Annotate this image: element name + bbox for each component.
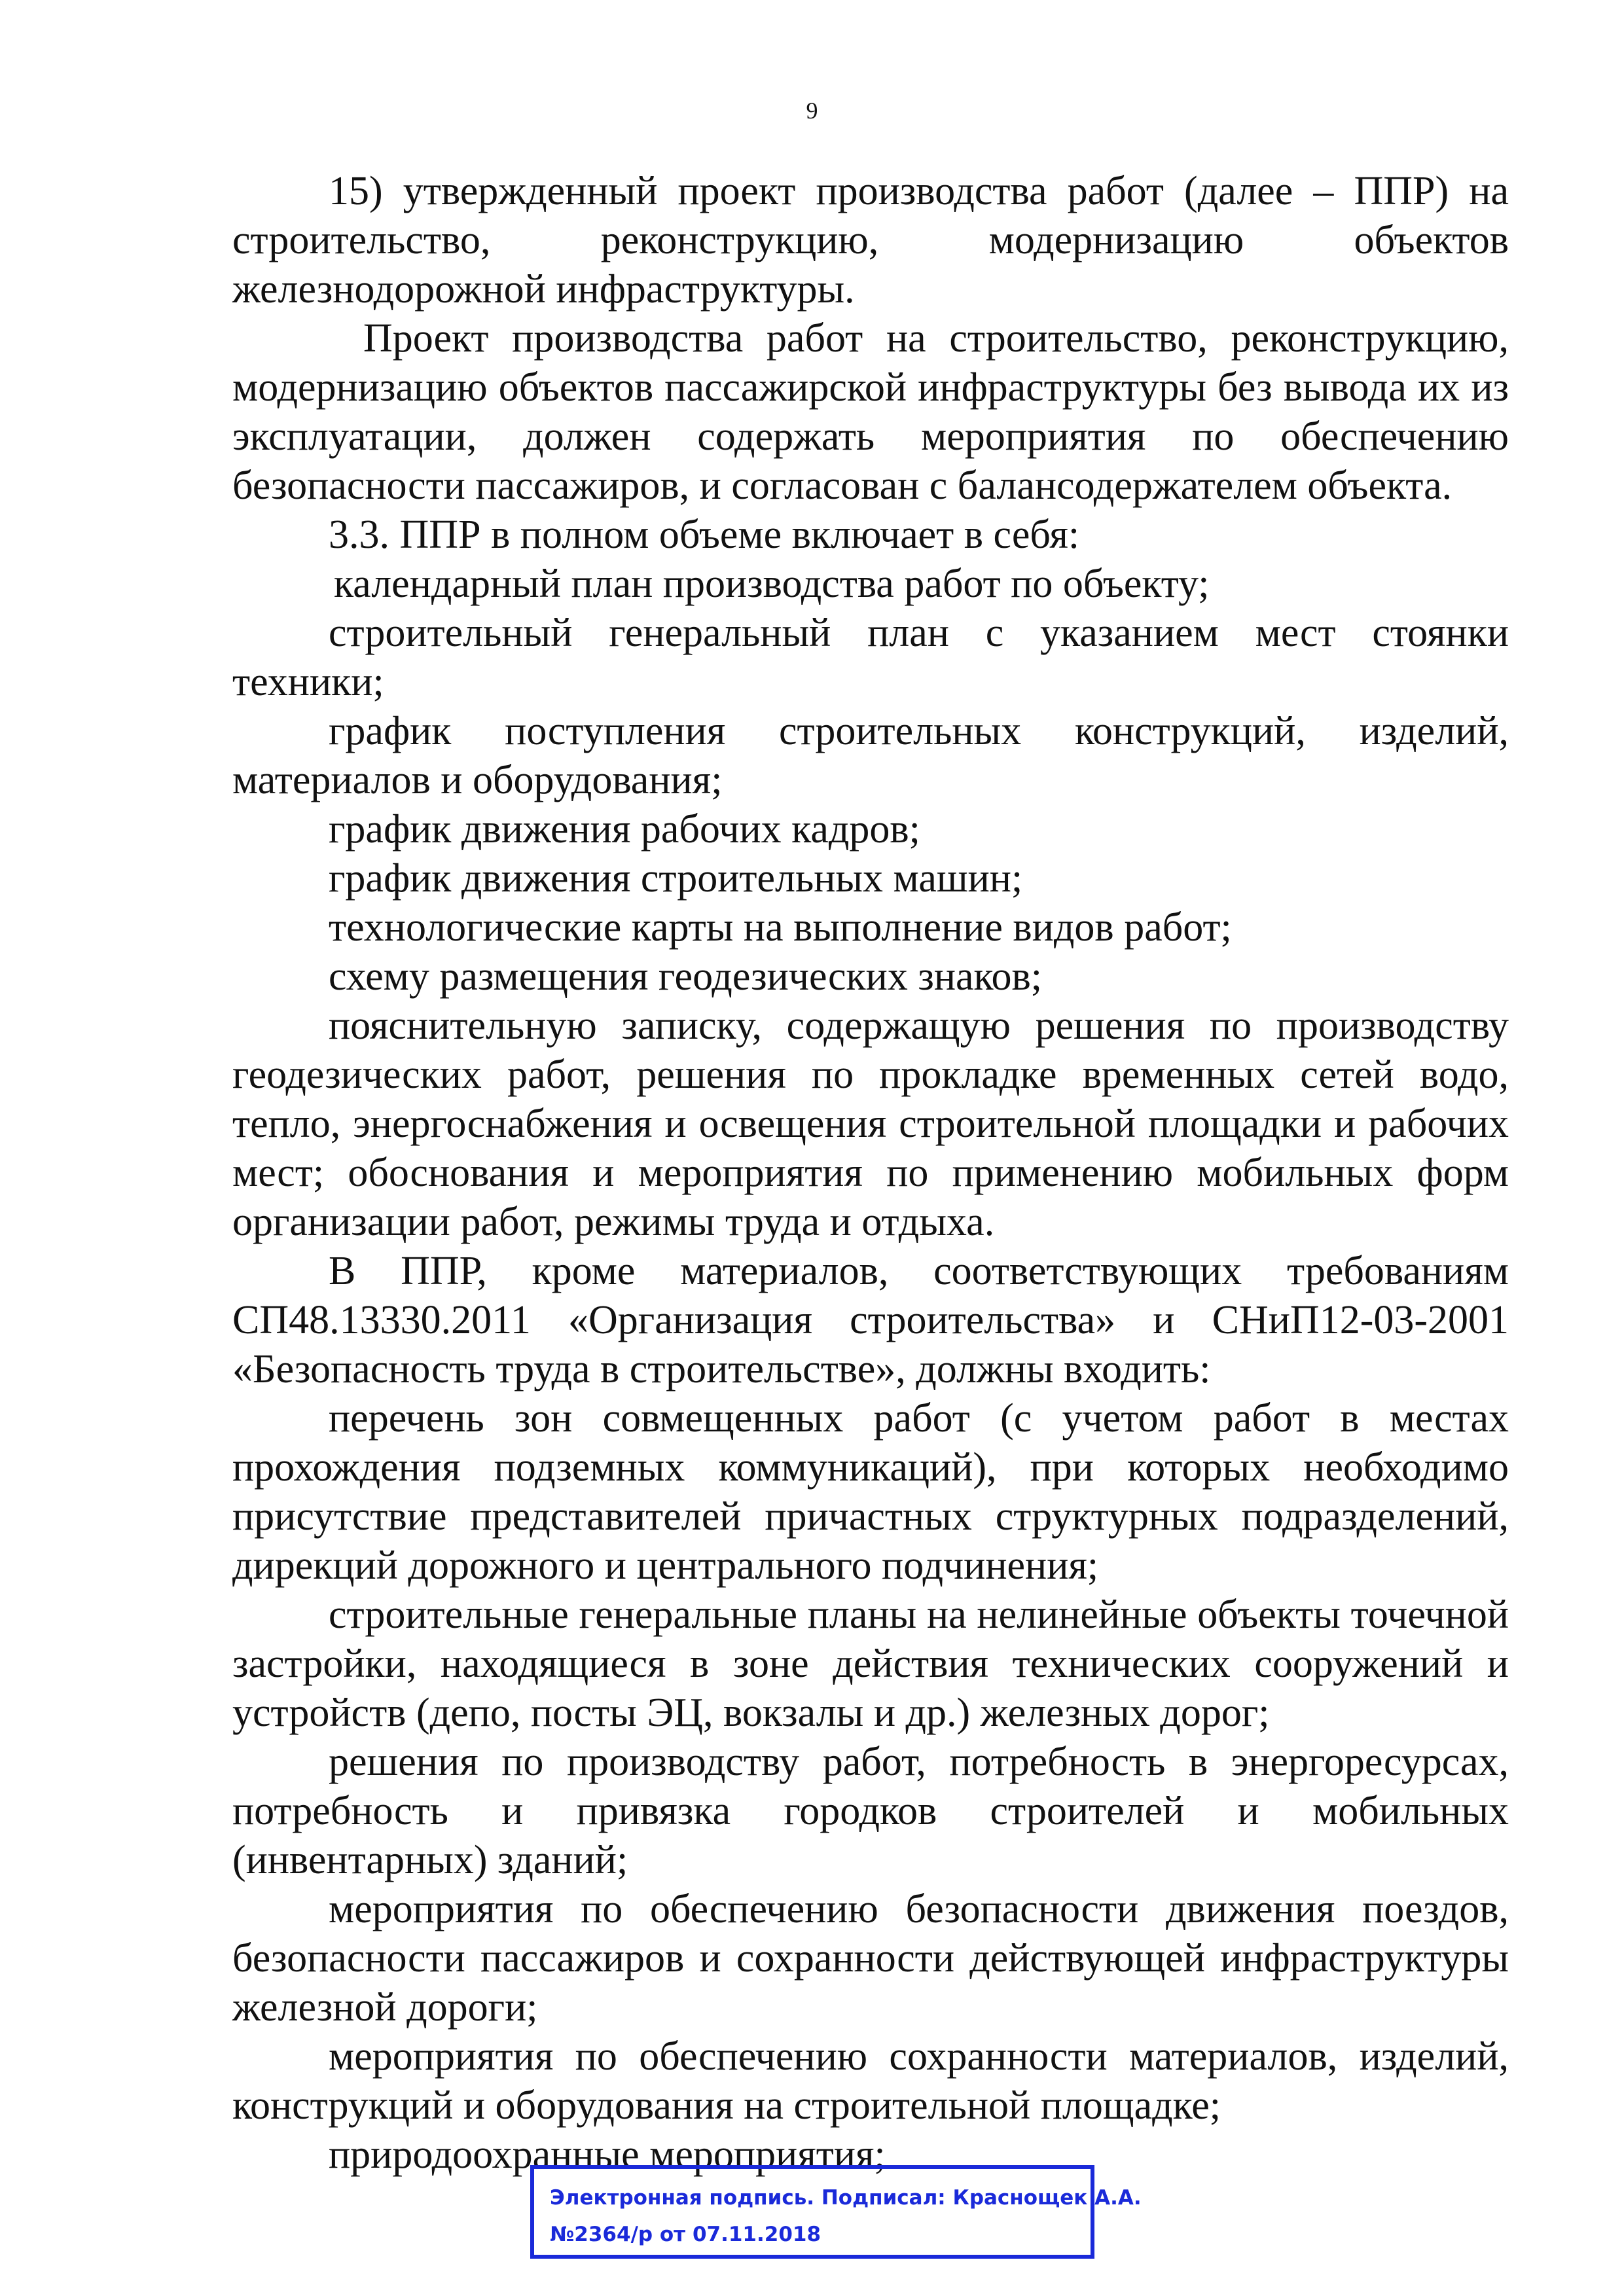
paragraph-ppr-passenger: Проект производства работ на строительство, реконструкцию, модернизацию объектов пассажирской инфраструктуры без вывода их из эксплуатации, должен содержать мероприятия по обеспечению безопасности пассажиров, и согласован с балансодержателем объекта. — [232, 316, 1509, 508]
list-item: перечень зон совмещенных работ (с учетом работ в местах прохождения подземных коммуникаций), при которых необходимо присутствие представителей причастных структурных подразделений, дирекций дорожного и центрального подчинения; — [232, 1396, 1509, 1588]
list-item: решения по производству работ, потребность в энергоресурсах, потребность и привязка городков строителей и мобильных (инвентарных) зданий; — [232, 1740, 1509, 1882]
list-item: технологические карты на выполнение видов работ; — [329, 905, 1232, 950]
paragraph-ppr-requirements: В ППР, кроме материалов, соответствующих требованиям СП48.13330.2011 «Организация строительства» и СНиП12-03-2001 «Безопасность труда в строительстве», должны входить: — [232, 1249, 1509, 1391]
signature-document-number: №2364/р от 07.11.2018 — [550, 2223, 821, 2246]
list-item: график движения строительных машин; — [329, 856, 1023, 901]
document-body — [232, 167, 1509, 2179]
paragraph-section-3-3: 3.3. ППР в полном объеме включает в себя: — [329, 512, 1080, 557]
list-item: календарный план производства работ по объекту; — [334, 562, 1210, 606]
list-item: график движения рабочих кадров; — [329, 807, 920, 852]
list-item: пояснительную записку, содержащую решения по производству геодезических работ, решения по прокладке временных сетей водо, тепло, энергоснабжения и освещения строительной площадки и рабочих мест; обоснования и мероприятия по применению мобильных форм организации работ, режимы труда и отдыха. — [232, 1003, 1509, 1244]
list-item: схему размещения геодезических знаков; — [329, 954, 1042, 999]
list-item: строительный генеральный план с указанием мест стоянки техники; — [232, 611, 1509, 704]
paragraph-item-15: 15) утвержденный проект производства работ (далее – ППР) на строительство, реконструкцию, модернизацию объектов железнодорожной инфраструктуры. — [232, 169, 1509, 312]
list-item: мероприятия по обеспечению безопасности движения поездов, безопасности пассажиров и сохранности действующей инфраструктуры железной дороги; — [232, 1887, 1509, 2030]
electronic-signature-stamp — [530, 2165, 1142, 2259]
list-item: график поступления строительных конструкций, изделий, материалов и оборудования; — [232, 709, 1509, 802]
list-item: природоохранные мероприятия; — [329, 2132, 886, 2177]
signature-signer: Электронная подпись. Подписал: Краснощек А.А. — [550, 2186, 1142, 2210]
list-item: строительные генеральные планы на нелинейные объекты точечной застройки, находящиеся в зоне действия технических сооружений и устройств (депо, посты ЭЦ, вокзалы и др.) железных дорог; — [232, 1592, 1509, 1735]
page-number: 9 — [806, 98, 818, 124]
list-item: мероприятия по обеспечению сохранности материалов, изделий, конструкций и оборудования на строительной площадке; — [232, 2034, 1509, 2128]
